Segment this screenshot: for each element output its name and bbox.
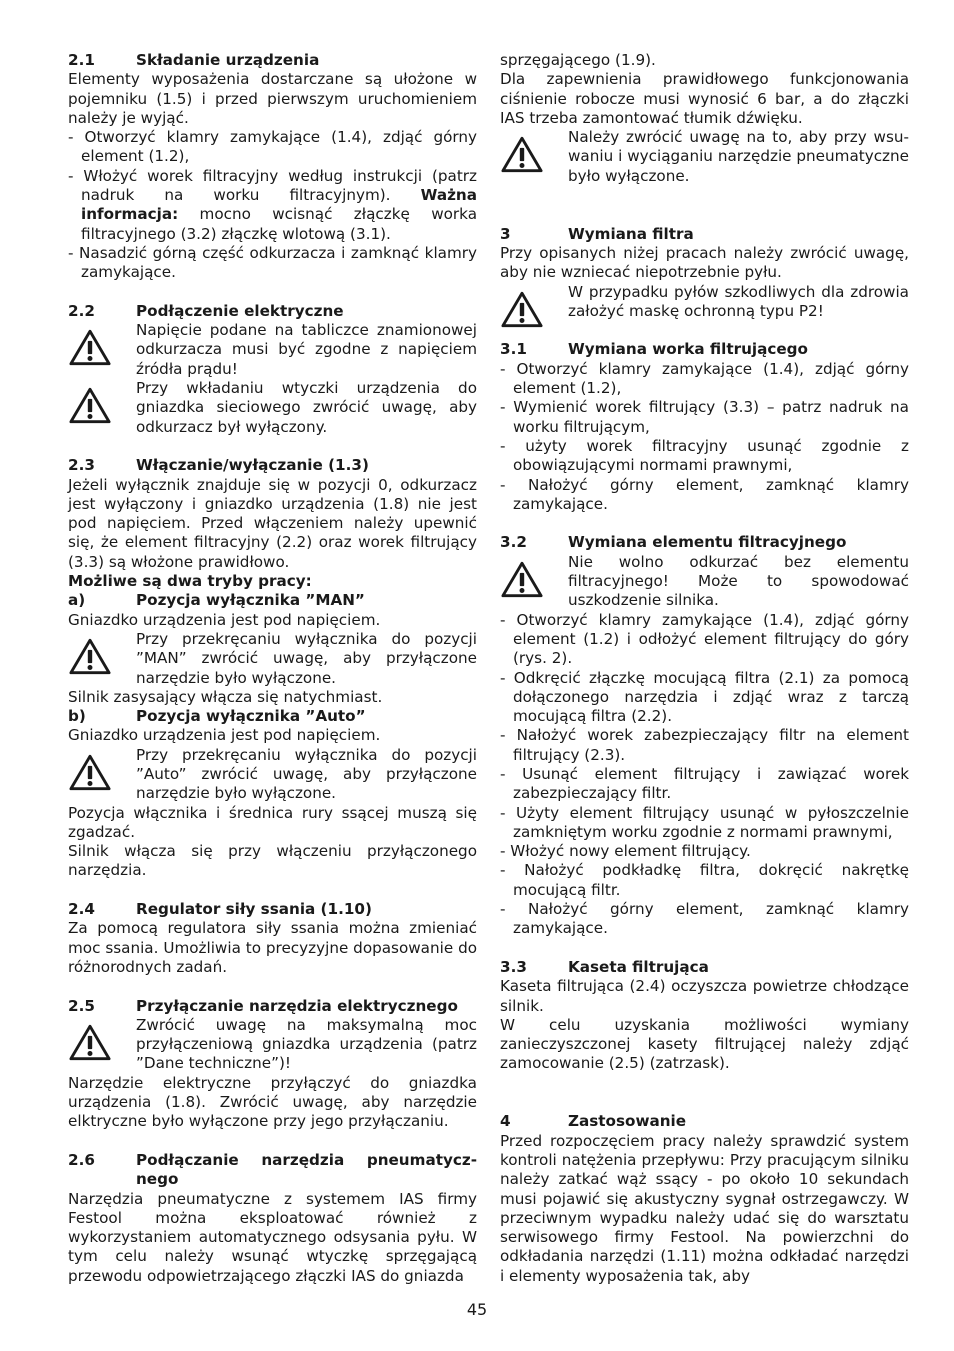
section-heading-3: 3 Wymiana filtra [500,224,694,243]
warning-note: Napięcie podane na tabliczce znamionowej odkurzacza musi być zgodne z napięciem źródła prądu! [68,321,477,379]
paragraph: Narzędzie elektryczne przyłączyć do gniazdka urządzenia (1.8). Zwrócić uwagę, aby narzędzie elktryczne było wyłączone przy jego przyłączaniu. [68,1073,477,1131]
warning-triangle-icon [68,1016,136,1035]
warning-triangle-icon [500,128,568,147]
list-item: - Nałożyć górny element, zamknąć klamry zamykające. [500,900,909,938]
paragraph: Jeżeli wyłącznik znajduje się w pozycji 0, odkurzacz jest wyłączony i gniazdko urządzenia (1.8) nie jest pod napięciem. Przed włączeniem należy upewnić się, że element filtracyjny (2.2) oraz worek filtrujący (3.3) są włożone prawidłowo. [68,475,477,571]
section-heading-2-2: 2.2 Podłączenie elektryczne [68,301,344,320]
list-item: - Usunąć element filtrujący i zawiązać worek zabezpieczający filtr. [500,764,909,803]
list-item: - Użyty element filtrujący usunąć w pyłoszczelnie zamkniętym worku zgodnie z normami prawnymi, [500,803,909,841]
warning-note: Nie wolno odkurzać bez elementu filtracyjnego! Może to spowodować uszkodzenie silnika. [500,553,909,611]
list-item: - Nałożyć worek zabezpieczający filtr na element filtrujący (2.3). [500,726,909,764]
list-item: - Wymienić worek filtrujący (3.3) – patrz nadruk na worku filtrującym, [500,398,909,436]
paragraph: Dla zapewnienia prawidłowego funkcjonowania ciśnienie robocze musi wynosić 6 bar, a do złączki IAS trzeba zamontować tłumik dźwięku. [500,70,909,127]
paragraph: Silnik włącza się przy włączeniu przyłączonego narzędzia. [68,842,477,880]
paragraph: Gniazdko urządzenia jest pod napięciem. [68,726,381,745]
section-heading-3-1: 3.1 Wymiana worka filtrującego [500,340,808,359]
list-item: - Włożyć nowy element filtrujący. [500,842,751,861]
section-heading-2-5: 2.5 Przyłączanie narzędzia elektrycznego [68,996,458,1015]
page-number: 45 [466,1300,488,1319]
list-item: - Otworzyć klamry zamykające (1.4), zdjąć górny element (1.2), [68,128,477,166]
right-column [500,51,909,1286]
warning-note: Należy zwrócić uwagę na to, aby przy wsu-waniu i wyciąganiu narzędzie pneumatyczne było wyłączone. [500,128,909,186]
warning-triangle-icon [68,630,136,649]
paragraph: Przy opisanych niżej pracach należy zwrócić uwagę, aby nie wzniecać niepotrzebnie pyłu. [500,243,909,282]
paragraph-bold: Możliwe są dwa tryby pracy: [68,572,312,591]
paragraph: W celu uzyskania możliwości wymiany zanieczyszczonej kasety filtrującej należy zdjąć zamocowanie (2.5) (zatrzask). [500,1015,909,1073]
list-item: - Odkręcić złączkę mocującą filtra (2.1) za pomocą dołączonego narzędzia i zdjąć wraz z tarczą mocującą filtra (2.2). [500,668,909,726]
paragraph: Elementy wyposażenia dostarczane są ułożone w pojemniku (1.5) i przed pierwszym uruchomieniem należy je wyjąć. [68,70,477,127]
warning-triangle-icon [68,321,136,340]
list-item: - Nałożyć górny element, zamknąć klamry zamykające. [500,475,909,513]
warning-note: Przy przekręcaniu wyłącznika do pozycji ”Auto” zwrócić uwagę, aby przyłączone narzędzie było wyłączone. [68,746,477,804]
paragraph: Za pomocą regulatora siły ssania można zmieniać moc ssania. Umożliwia to precyzyjne dopasowanie do różnorodnych zadań. [68,919,477,976]
warning-triangle-icon [500,553,568,572]
subheading-b: b) Pozycja wyłącznika ”Auto” [68,707,366,726]
section-heading-3-3: 3.3 Kaseta filtrująca [500,957,709,976]
paragraph: Silnik zasysający włącza się natychmiast. [68,687,383,706]
section-heading-2-6: 2.6 Podłączanie narzędzia pneumatycz-nego [68,1150,477,1189]
list-item: - Nasadzić górną część odkurzacza i zamknąć klamry zamykające. [68,243,477,282]
warning-note: Przy wkładaniu wtyczki urządzenia do gniazdka sieciowego zwrócić uwagę, aby odkurzacz był wyłączony. [68,379,477,437]
left-column [68,51,477,1286]
list-item: - użyty worek filtracyjny usunąć zgodnie z obowiązującymi normami prawnymi, [500,436,909,475]
warning-triangle-icon [500,283,568,302]
paragraph: Kaseta filtrująca (2.4) oczyszcza powietrze chłodzące silnik. [500,977,909,1015]
subheading-a: a) Pozycja wyłącznika ”MAN” [68,591,365,610]
list-item: - Włożyć worek filtracyjny według instrukcji (patrz nadruk na worku filtracyjnym). Ważna informacja: mocno wcisnąć złączkę worka filtracyjnego (3.2) złączkę wlotową (3.1). [68,166,477,243]
list-item: - Otworzyć klamry zamykające (1.4), zdjąć górny element (1.2), [500,359,909,398]
warning-note: Zwrócić uwagę na maksymalną moc przyłączeniową gniazdka urządzenia (patrz ”Dane techniczne”)! [68,1016,477,1074]
paragraph: Narzędzia pneumatyczne z systemem IAS firmy Festool można eksploatować również z wykorzystaniem automatycznego odsysania pyłu. W tym celu należy wsunąć wtyczkę sprzęgającą przewodu odpowietrzającego złączki IAS do gniazda [68,1189,477,1285]
list-item: - Otworzyć klamry zamykające (1.4), zdjąć górny element (1.2) i odłożyć element filtrujący do góry (rys. 2). [500,610,909,668]
section-heading-3-2: 3.2 Wymiana elementu filtracyjnego [500,533,847,552]
paragraph: Przed rozpoczęciem pracy należy sprawdzić system kontroli natężenia przepływu: Przy pracującym silniku należy zatkać wąż ssący - po około 10 sekundach musi pojawić się akustyczny sygnał ostrzegawczy. W przeciwnym wypadku należy udać się do warsztatu serwisowego firmy Festool. Na powierzchni do odkładania narzędzi (1.11) można odkładać narzędzi i elementy wyposażenia tak, aby [500,1131,909,1285]
section-heading-4: 4 Zastosowanie [500,1112,687,1131]
paragraph: sprzęgającego (1.9). [500,51,656,69]
warning-triangle-icon [68,746,136,765]
warning-note: W przypadku pyłów szkodliwych dla zdrowia założyć maskę ochronną typu P2! [500,283,909,322]
section-heading-2-1: 2.1 Składanie urządzenia [68,51,320,69]
paragraph: Pozycja włącznika i średnica rury ssącej muszą się zgadzać. [68,803,477,841]
list-item: - Nałożyć podkładkę filtra, dokręcić nakrętkę mocującą filtr. [500,861,909,899]
section-heading-2-4: 2.4 Regulator siły ssania (1.10) [68,900,372,919]
warning-note: Przy przekręcaniu wyłącznika do pozycji ”MAN” zwrócić uwagę, aby przyłączone narzędzie było wyłączone. [68,630,477,688]
section-heading-2-3: 2.3 Włączanie/wyłączanie (1.3) [68,456,369,475]
warning-triangle-icon [68,379,136,398]
paragraph: Gniazdko urządzenia jest pod napięciem. [68,610,381,629]
